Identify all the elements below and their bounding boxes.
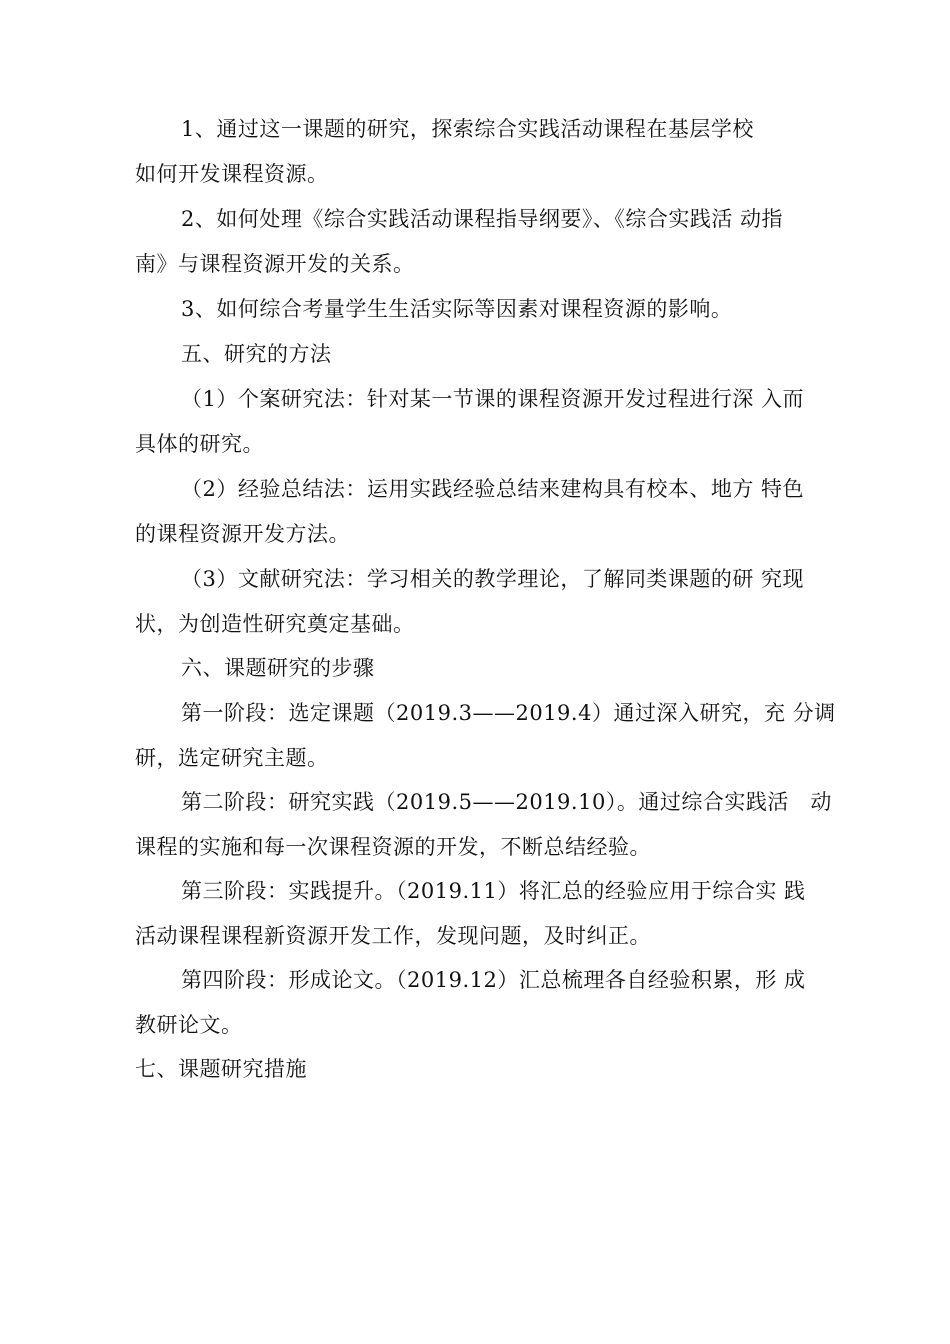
stage-4-line-2: 教研论文。 [135, 1013, 243, 1037]
stage-4 [135, 958, 817, 1048]
stage-2-line-2: 课程的实施和每一次课程资源的开发，不断总结经验。 [135, 835, 651, 859]
stage-4-line-1: 第四阶段：形成论文。（2019.12）汇总梳理各自经验积累，形 成 [181, 968, 806, 992]
objective-2 [135, 197, 817, 287]
method-1-line-2: 具体的研究。 [135, 432, 264, 456]
method-2-line-1: （2）经验总结法：运用实践经验总结来建构具有校本、地方 特色 [181, 477, 805, 501]
section-heading-steps: 六、课题研究的步骤 [181, 656, 375, 680]
method-3-line-1: （3）文献研究法：学习相关的教学理论，了解同类课题的研 究现 [181, 567, 805, 591]
objective-2-line-2: 南》与课程资源开发的关系。 [135, 252, 415, 276]
method-3 [135, 557, 817, 647]
objective-1-line-1: 1、通过这一课题的研究，探索综合实践活动课程在基层学校 [181, 117, 754, 141]
method-1-line-1: （1）个案研究法：针对某一节课的课程资源开发过程进行深 入而 [181, 387, 805, 411]
objective-1 [135, 107, 817, 197]
method-1 [135, 377, 817, 467]
stage-3-line-1: 第三阶段：实践提升。（2019.11）将汇总的经验应用于综合实 践 [181, 879, 806, 903]
objective-3-line-1: 3、如何综合考量学生生活实际等因素对课程资源的影响。 [181, 297, 733, 321]
stage-2 [135, 780, 832, 870]
objective-1-line-2: 如何开发课程资源。 [135, 162, 329, 186]
section-heading-methods: 五、研究的方法 [181, 342, 332, 366]
objective-3 [135, 287, 817, 332]
stage-1-line-2: 研，选定研究主题。 [135, 746, 329, 770]
method-3-line-2: 状，为创造性研究奠定基础。 [135, 612, 415, 636]
stage-1-line-1: 第一阶段：选定课题（2019.3——2019.4）通过深入研究，充 分调 [181, 701, 836, 725]
method-2-line-2: 的课程资源开发方法。 [135, 522, 350, 546]
method-2 [135, 467, 817, 557]
objective-2-line-1: 2、如何处理《综合实践活动课程指导纲要》、《综合实践活 动指 [181, 207, 784, 231]
stage-3 [135, 869, 817, 959]
stage-2-line-1: 第二阶段：研究实践（2019.5——2019.10）。通过综合实践活 动 [181, 790, 832, 814]
stage-1 [135, 691, 836, 781]
stage-3-line-2: 活动课程课程新资源开发工作，发现问题，及时纠正。 [135, 924, 651, 948]
section-heading-measures: 七、课题研究措施 [135, 1057, 307, 1081]
